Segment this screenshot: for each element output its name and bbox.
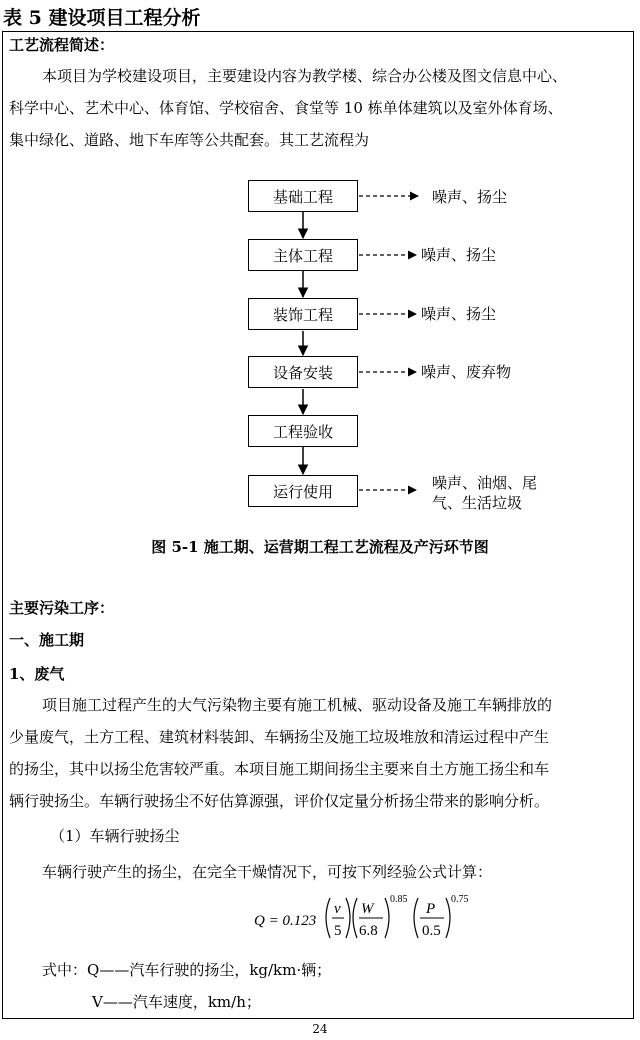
intro-line-3: 集中绿化、道路、地下车库等公共配套。其工艺流程为: [9, 131, 370, 149]
flow-output-1: 噪声、扬尘: [432, 188, 508, 206]
para-line-4: 辆行驶扬尘。车辆行驶扬尘不好估算源强，评价仅定量分析扬尘带来的影响分析。: [9, 792, 550, 810]
formula-intro: 车辆行驶产生的扬尘，在完全干燥情况下，可按下列经验公式计算：: [42, 863, 493, 881]
table-title: 表 5 建设项目工程分析: [3, 7, 201, 29]
intro-line-1: 本项目为学校建设项目，主要建设内容为教学楼、综合办公楼及图文信息中心、: [42, 67, 568, 85]
flow-output-3: 噪声、扬尘: [421, 305, 497, 323]
para-line-2: 少量废气，土方工程、建筑材料装卸、车辆扬尘及施工垃圾堆放和清运过程中产生: [9, 728, 550, 746]
paren-open-2: [353, 898, 357, 938]
formula-w: W: [361, 901, 374, 917]
flow-step-acceptance: 工程验收: [248, 415, 358, 447]
para-line-3: 的扬尘，其中以扬尘危害较严重。本项目施工期间扬尘主要来自土方施工扬尘和车: [9, 760, 550, 778]
formula-denominator-2: 6.8: [359, 923, 378, 939]
para-line-1: 项目施工过程产生的大气污染物主要有施工机械、驱动设备及施工车辆排放的: [42, 696, 553, 714]
flow-step-equipment: 设备安装: [248, 356, 358, 388]
section-construction: 一、施工期: [9, 631, 85, 649]
flow-output-5-line-1: 噪声、油烟、尾: [432, 474, 538, 492]
process-heading: 工艺流程简述：: [9, 36, 115, 54]
formula-exponent-2: 0.75: [451, 894, 469, 905]
where-label: [42, 960, 331, 980]
formula-v: v: [334, 901, 341, 917]
definition-v: V——汽车速度，km/h；: [92, 993, 261, 1011]
flow-step-main-structure: 主体工程: [248, 239, 358, 271]
flow-output-5-line-2: 气、生活垃圾: [432, 494, 523, 512]
paren-close-3: [446, 898, 450, 938]
page-number: 24: [312, 1022, 328, 1036]
definition-q: Q——汽车行驶的扬尘，kg/km·辆；: [87, 961, 332, 979]
flow-step-foundation: 基础工程: [248, 180, 358, 212]
formula-denominator-3: 0.5: [422, 923, 441, 939]
flow-step-operation: 运行使用: [248, 475, 358, 507]
flow-output-4: 噪声、废弃物: [421, 363, 512, 381]
paren-open-3: [414, 898, 418, 938]
paren-open-1: [326, 898, 330, 938]
subsection-exhaust: 1、废气: [9, 665, 65, 683]
pollution-heading: 主要污染工序：: [9, 599, 115, 617]
paren-close-2: [385, 898, 389, 938]
flow-output-2: 噪声、扬尘: [421, 246, 497, 264]
formula-p: P: [426, 901, 436, 917]
formula-lhs: Q = 0.123: [254, 913, 317, 929]
where-label-text: 式中：: [42, 961, 88, 979]
formula-exponent-1: 0.85: [390, 894, 408, 905]
paren-close-1: [346, 898, 350, 938]
intro-line-2: 科学中心、艺术中心、体育馆、学校宿舍、食堂等 10 栋单体建筑以及室外体育场、: [9, 99, 563, 117]
item-vehicle-dust: （1）车辆行驶扬尘: [50, 827, 180, 845]
flow-step-decoration: 装饰工程: [248, 298, 358, 330]
formula-denominator-1: 5: [334, 923, 342, 939]
figure-caption: 图 5-1 施工期、运营期工程工艺流程及产污环节图: [151, 538, 489, 556]
